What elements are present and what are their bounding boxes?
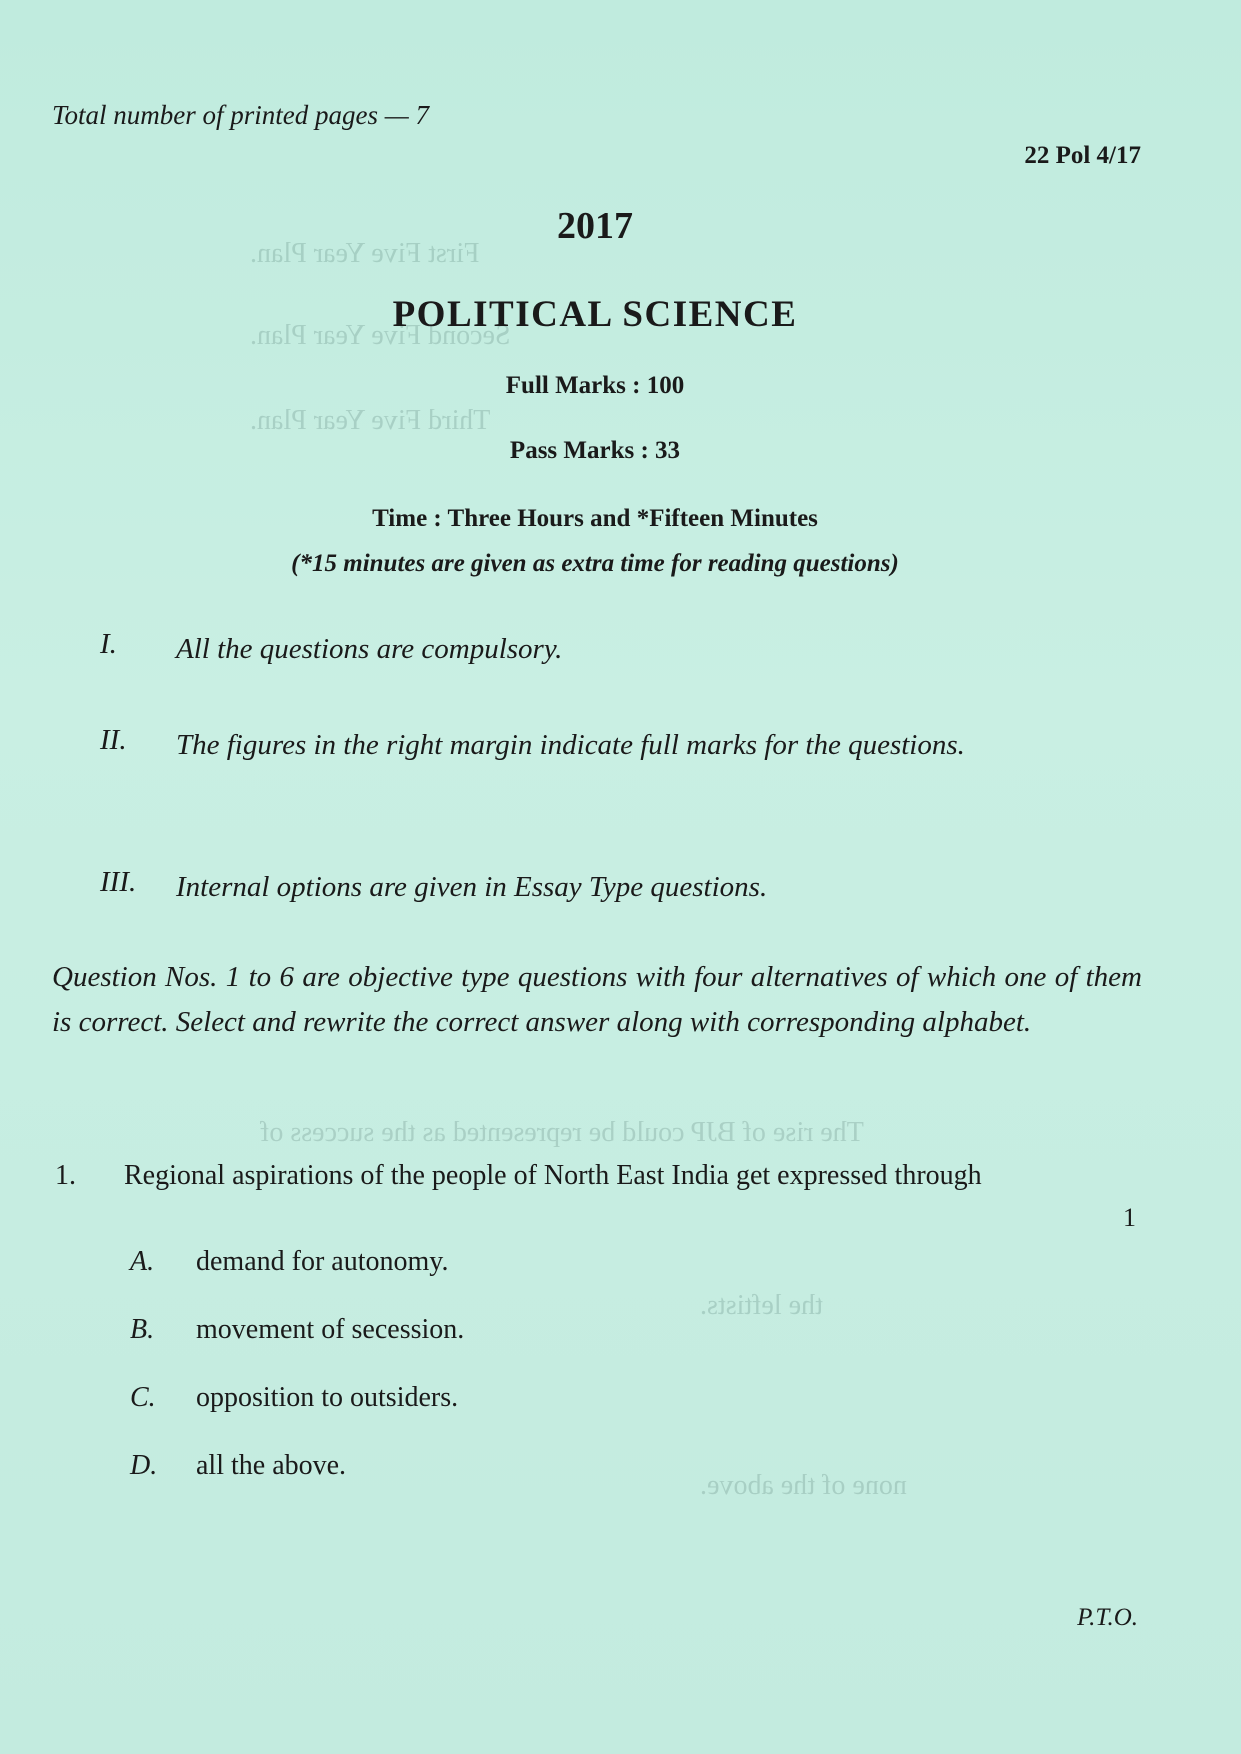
bleed-through-text: Third Five Year Plan. [250, 405, 491, 436]
bleed-through-text: none of the above. [700, 1470, 907, 1501]
instruction-number: III. [100, 866, 137, 898]
option-text: all the above. [196, 1450, 347, 1481]
paper-code: 22 Pol 4/17 [1024, 142, 1141, 169]
please-turn-over: P.T.O. [1077, 1604, 1138, 1631]
option-text: demand for autonomy. [196, 1246, 449, 1277]
full-marks: Full Marks : 100 [505, 372, 685, 399]
instruction-text-part: All the questions are compulsory. [176, 633, 563, 665]
objective-questions-note: Question Nos. 1 to 6 are objective type questions with four alternatives of which one of them is correct. Select and rewrite the correct answer along with corresponding alphabet. [52, 961, 1142, 1038]
question-marks: 1 [1123, 1203, 1136, 1232]
question-text: Regional aspirations of the people of North East India get expressed through [124, 1160, 982, 1191]
extra-time-note: (*15 minutes are given as extra time for reading questions) [291, 550, 899, 577]
exam-year: 2017 [557, 205, 633, 247]
instruction-text: Internal options are given in Essay Type questions. [176, 871, 768, 903]
question-number: 1. [55, 1160, 76, 1191]
instruction-number: I. [100, 628, 117, 660]
instruction-text [176, 628, 1056, 670]
bleed-through-text: First Five Year Plan. [250, 238, 480, 269]
exam-time: Time : Three Hours and *Fifteen Minutes [372, 505, 818, 532]
option-letter: D. [130, 1450, 158, 1481]
option-letter: A. [130, 1246, 155, 1277]
subject-title: POLITICAL SCIENCE [392, 294, 798, 335]
instruction-number: II. [100, 724, 127, 756]
bleed-through-text: Second Five Year Plan. [250, 320, 511, 351]
bleed-through-text: The rise of BJP could be represented as the success of [260, 1117, 864, 1148]
option-letter: C. [130, 1382, 156, 1413]
instruction-text: The figures in the right margin indicate full marks for the questions. [176, 729, 965, 761]
bleed-through-text: the leftists. [700, 1290, 823, 1321]
option-text: opposition to outsiders. [196, 1382, 459, 1413]
printed-pages-note: Total number of printed pages — 7 [52, 100, 430, 130]
pass-marks: Pass Marks : 33 [509, 437, 681, 464]
option-letter: B. [130, 1314, 155, 1345]
option-text: movement of secession. [196, 1314, 465, 1345]
